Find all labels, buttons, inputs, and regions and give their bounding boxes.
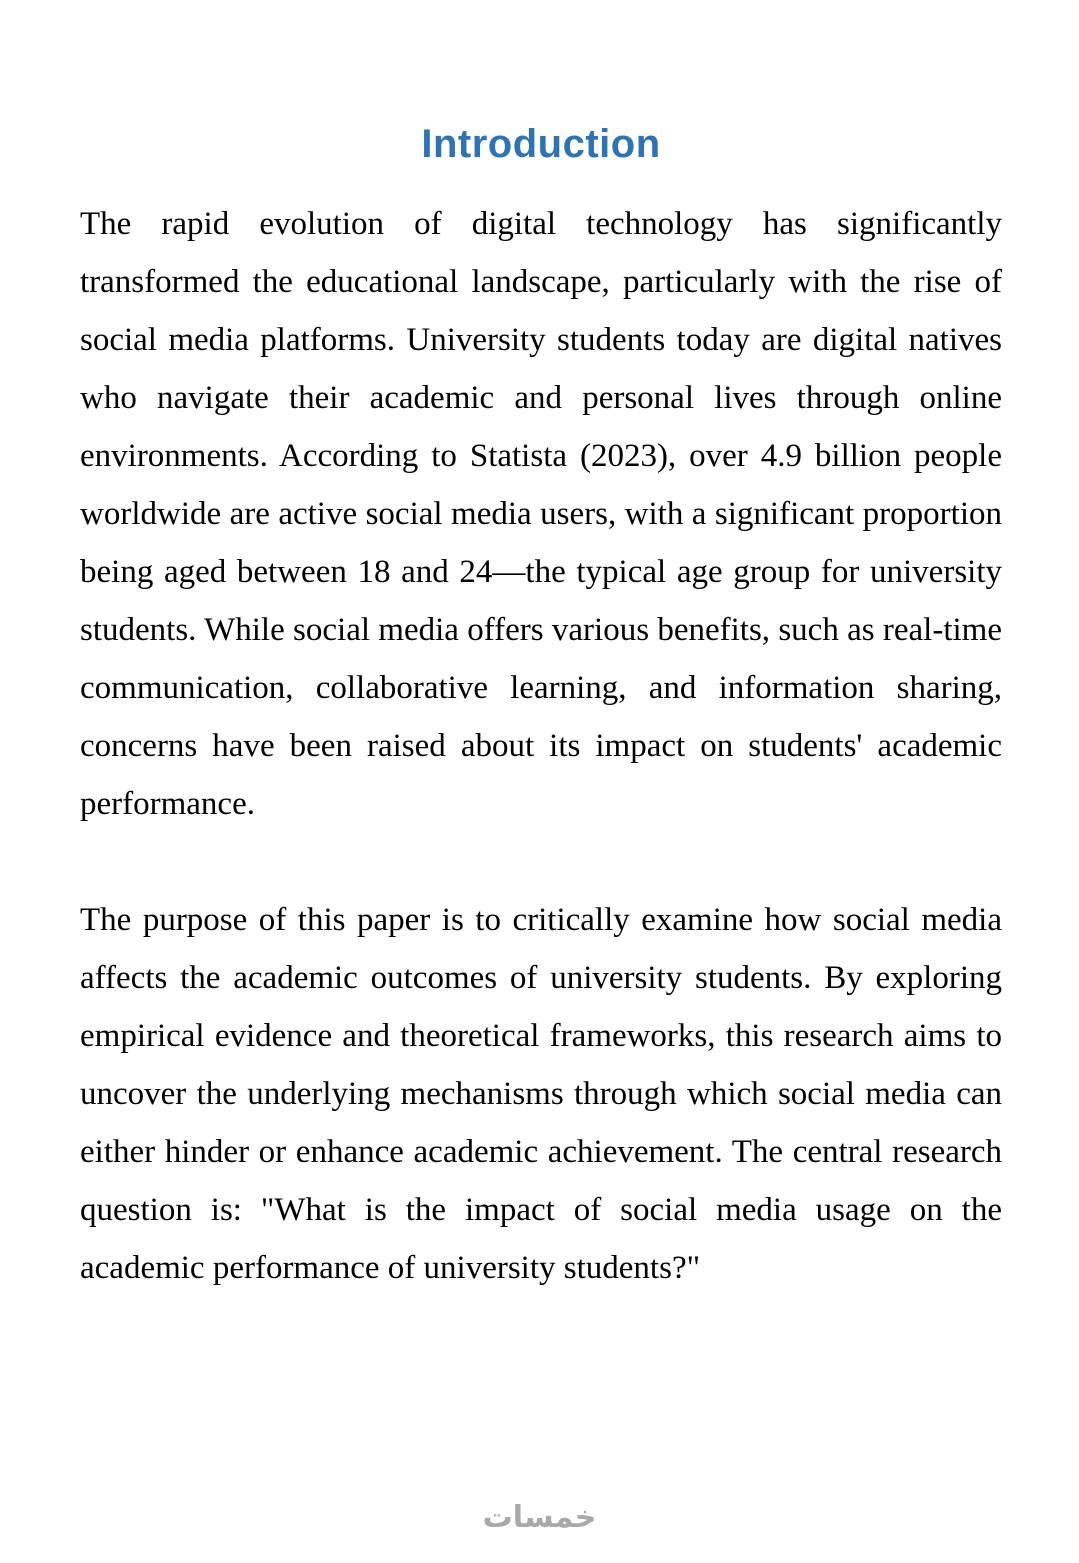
paragraph-intro: The rapid evolution of digital technology has significantly transformed the educational landscape, particularly with the rise of social media platforms. University students today are digital natives who navigate their academic and personal lives through online environments. According to Statista (2023), over 4.9 billion people worldwide are active social media users, with a significant proportion being aged between 18 and 24—the typical age group for university students. While social media offers various benefits, such as real-time communication, collaborative learning, and information sharing, concerns have been raised about its impact on students' academic performance.	[80, 206, 1002, 822]
watermark: خمسات	[482, 1500, 597, 1535]
document-content	[80, 122, 1002, 1297]
section-title: Introduction	[421, 122, 661, 166]
paragraph-purpose: The purpose of this paper is to critically examine how social media affects the academic outcomes of university students. By exploring empirical evidence and theoretical frameworks, this research aims to uncover the underlying mechanisms through which social media can either hinder or enhance academic achievement. The central research question is: "What is the impact of social media usage on the academic performance of university students?"	[80, 902, 1002, 1286]
